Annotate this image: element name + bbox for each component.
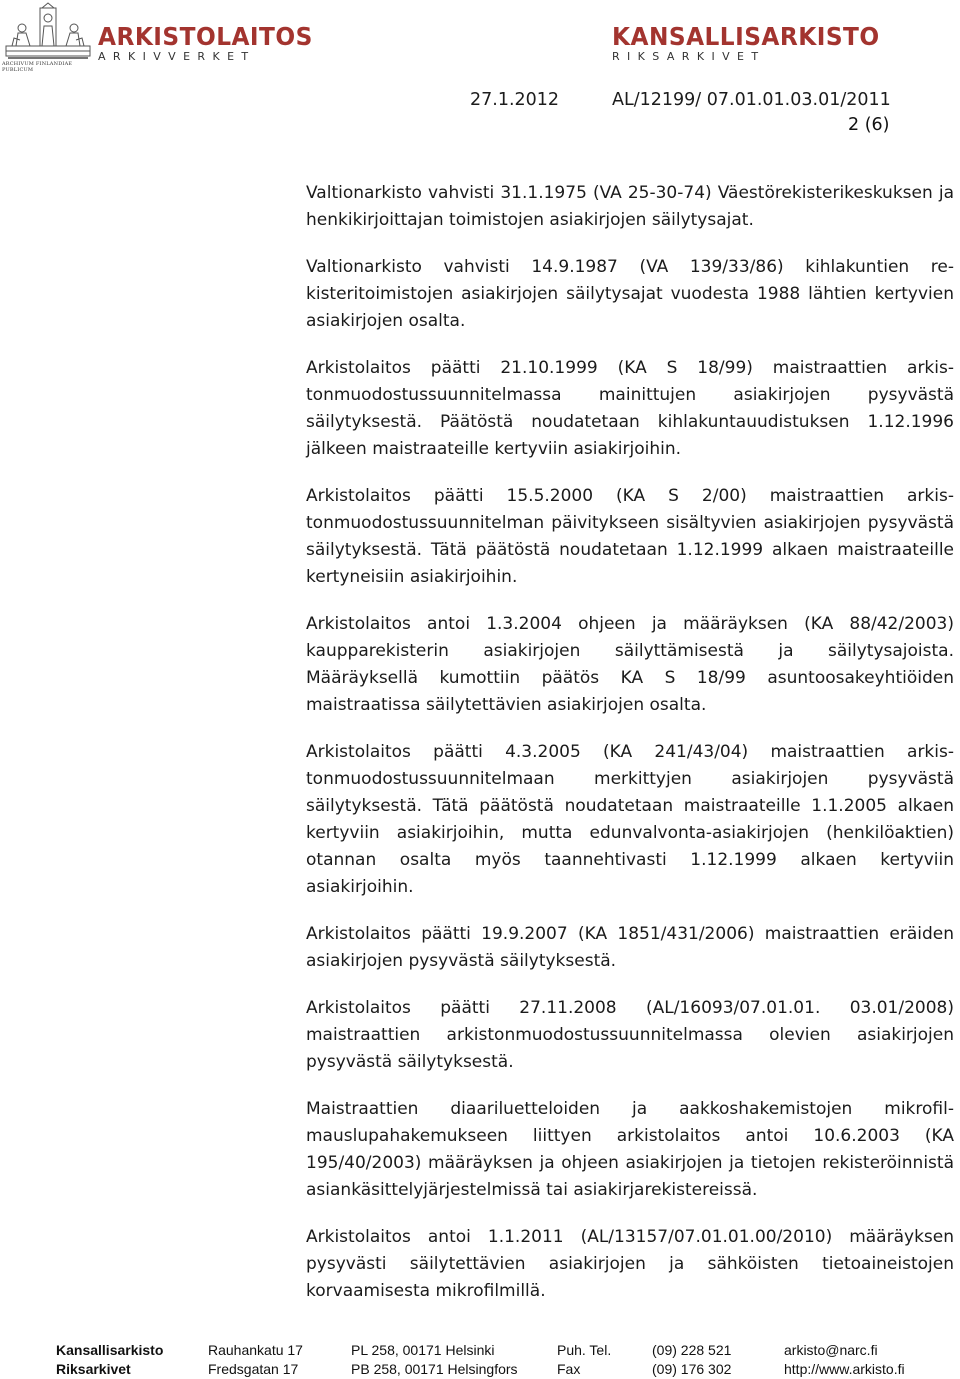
footer-street: Rauhankatu 17 [208,1342,303,1358]
footer-phone-label: Puh. Tel. [557,1342,612,1358]
paragraph: Arkistolaitos päätti 15.5.2000 (KA S 2/00) maistraattien arkistonmuodostussuunnitelman päivitykseen sisältyvien asiakirjojen pysyvästä säilytyksestä. Tätä päätöstä noudatetaan 1.12.1999 alkaen maistraateille kertyneisiin asiakirjoihin. [306,486,954,587]
document-reference: AL/12199/ 07.01.01.03.01/2011 [612,90,891,110]
footer-website-link[interactable]: http://www.arkisto.fi [784,1361,905,1377]
footer-postal: PB 258, 00171 Helsingfors [351,1361,518,1377]
paragraph: Arkistolaitos antoi 1.3.2004 ohjeen ja määräyksen (KA 88/42/2003) kaupparekisterin asiakirjojen säilyttämisestä ja säilytysajoista. Määräyksellä kumottiin päätös KA S 18/99 asuntoosakeyhtiöiden maistraatissa säilytettävien asiakirjojen osalta. [306,614,954,715]
arkivverket-logo: ARKIVVERKET [98,50,256,63]
paragraph: Maistraattien diaariluetteloiden ja aakkoshakemistojen mikrofilmauslupahakemukseen liittyen arkistolaitos antoi 10.6.2003 (KA 195/40/2003) määräyksen ja ohjeen asiakirjojen ja tietojen rekisteröinnistä asiankäsittelyjärjestelmissä tai asiakirjarekistereissä. [306,1099,954,1200]
footer-row-finnish [0,1342,960,1359]
footer-email-link[interactable]: arkisto@narc.fi [784,1342,878,1358]
riksarkivet-logo: RIKSARKIVET [612,50,766,63]
paragraph: Arkistolaitos antoi 1.1.2011 (AL/13157/07.01.01.00/2010) määräyksen pysyvästi säilytettävien asiakirjojen ja sähköisten tietoaineistojen korvaamisesta mikrofilmillä. [306,1227,954,1301]
paragraph: Arkistolaitos päätti 19.9.2007 (KA 1851/431/2006) maistraattien eräiden asiakirjojen pysyvästä säilytyksestä. [306,924,954,971]
paragraph: Arkistolaitos päätti 27.11.2008 (AL/16093/07.01.01. 03.01/2008) maistraattien arkistonmuodostussuunnitelmassa olevien asiakirjojen pysyvästä säilytyksestä. [306,998,954,1072]
emblem-caption: ARCHIVUM FINLANDIAE PUBLICUM [2,61,73,73]
footer-fax: (09) 176 302 [652,1361,732,1377]
footer-postal: PL 258, 00171 Helsinki [351,1342,495,1358]
kansallisarkisto-logo: KANSALLISARKISTO [612,22,880,51]
footer-phone: (09) 228 521 [652,1342,732,1358]
paragraph: Arkistolaitos päätti 21.10.1999 (KA S 18/99) maistraattien arkistonmuodostussuunnitelmassa mainittujen asiakirjojen pysyvästä säilytyksestä. Päätöstä noudatetaan kihlakuntauudistuksen 1.12.1996 jälkeen maistraateille kertyviin asiakirjoihin. [306,358,954,459]
document-date: 27.1.2012 [470,90,560,110]
footer-org: Kansallisarkisto [56,1342,164,1358]
paragraph: Arkistolaitos päätti 4.3.2005 (KA 241/43/04) maistraattien arkistonmuodostussuunnitelmaan merkittyjen asiakirjojen pysyvästä säilytyksestä. Tätä päätöstä noudatetaan maistraateille 1.1.2005 alkaen kertyviin asiakirjoihin, mutta edunvalvonta-asiakirjojen (henkilöaktien) otannan osalta myös taannehtivasti 1.12.1999 alkaen kertyviin asiakirjoihin. [306,742,954,897]
footer-org: Riksarkivet [56,1361,131,1377]
paragraph: Valtionarkisto vahvisti 14.9.1987 (VA 139/33/86) kihlakuntien rekisteritoimistojen asiakirjojen säilytysajat vuodesta 1988 lähtien kertyvien asiakirjojen osalta. [306,257,954,331]
page-number: 2 (6) [848,115,890,135]
paragraph: Valtionarkisto vahvisti 31.1.1975 (VA 25-30-74) Väestörekisterikeskuksen ja henkikirjoittajan toimistojen asiakirjojen säilytysajat. [306,183,954,230]
footer-row-swedish [0,1361,960,1378]
footer [0,1342,960,1379]
archive-emblem-icon [2,2,94,68]
footer-street: Fredsgatan 17 [208,1361,299,1377]
arkistolaitos-logo: ARKISTOLAITOS [98,22,313,51]
document-body [306,180,954,1325]
letterhead [0,0,960,110]
footer-fax-label: Fax [557,1361,581,1377]
